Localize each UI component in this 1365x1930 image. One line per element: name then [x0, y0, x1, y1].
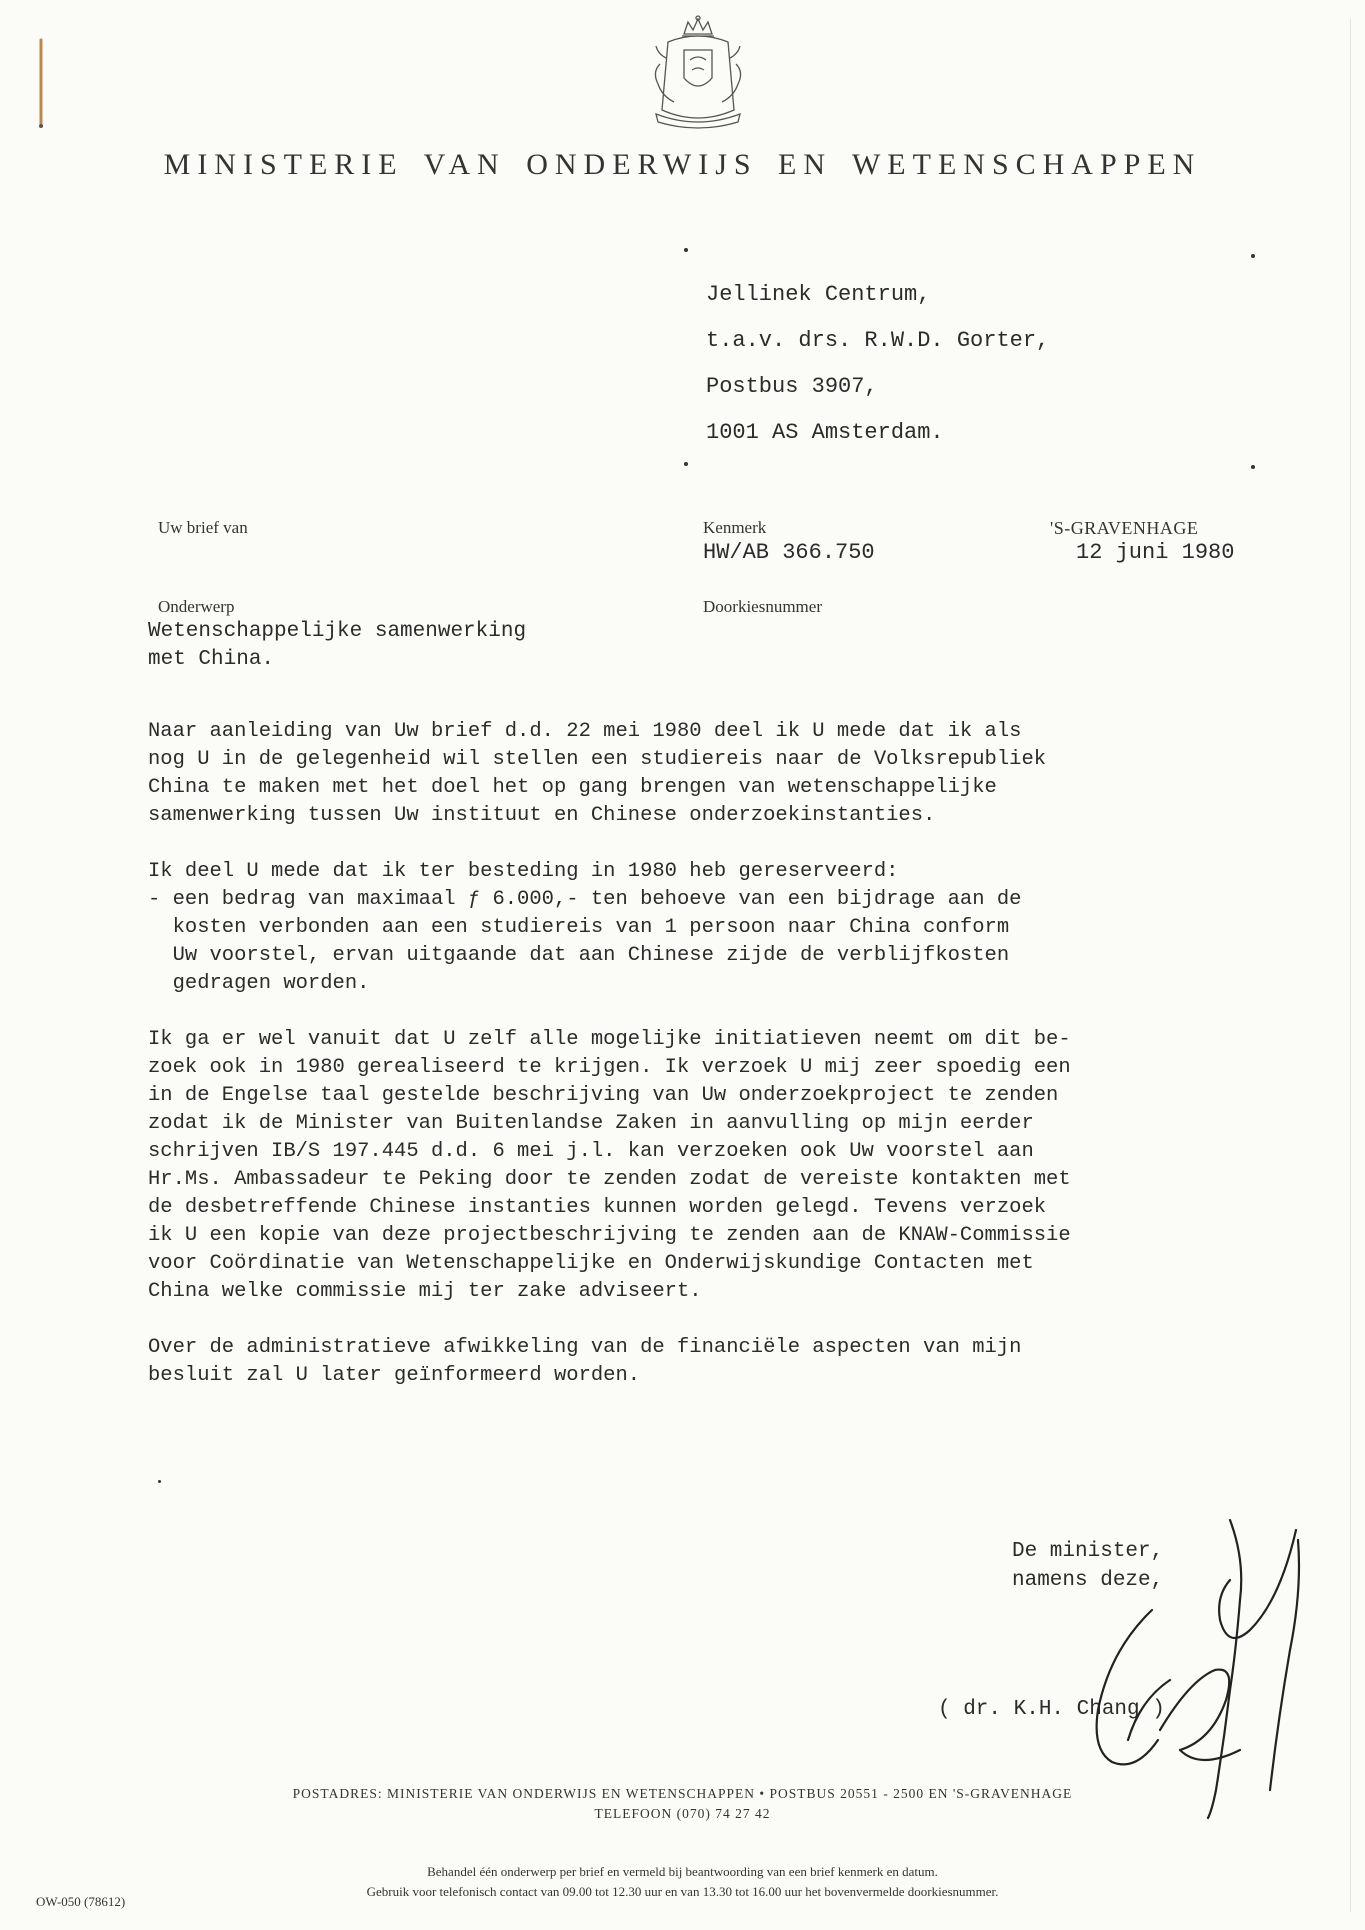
- royal-crest-icon: [638, 14, 758, 132]
- address-line: t.a.v. drs. R.W.D. Gorter,: [706, 328, 1050, 353]
- page-edge: [1350, 18, 1351, 1912]
- body-line: gedragen worden.: [148, 972, 370, 995]
- address-line: Postbus 3907,: [706, 374, 878, 399]
- uw-brief-label: Uw brief van: [158, 518, 248, 537]
- recipient-address: [706, 272, 1049, 456]
- footer-postal-address: POSTADRES: MINISTERIE VAN ONDERWIJS EN WETENSCHAPPEN • POSTBUS 20551 - 2500 EN 'S-GRAVENHAGE: [292, 1786, 1073, 1801]
- body-line: nog U in de gelegenheid wil stellen een studiereis naar de Volksrepubliek: [148, 748, 1047, 771]
- body-line: samenwerking tussen Uw instituut en Chinese onderzoekinstanties.: [148, 804, 936, 827]
- window-mark: [684, 462, 688, 466]
- handwritten-signature: [1040, 1500, 1340, 1820]
- paragraph: [148, 1026, 1071, 1306]
- ministry-title: MINISTERIE VAN ONDERWIJS EN WETENSCHAPPEN: [163, 148, 1202, 181]
- body-line: - een bedrag van maximaal ƒ 6.000,- ten behoeve van een bijdrage aan de: [148, 888, 1022, 911]
- closing-line: De minister,: [1012, 1540, 1164, 1563]
- kenmerk-value: HW/AB 366.750: [703, 540, 875, 565]
- body-line: Hr.Ms. Ambassadeur te Peking door te zenden zodat de vereiste kontakten met: [148, 1168, 1071, 1191]
- body-line: besluit zal U later geïnformeerd worden.: [148, 1364, 641, 1387]
- footer-note: Behandel één onderwerp per brief en vermeld bij beantwoording van een brief kenmerk en datum.: [427, 1864, 938, 1879]
- body-line: China te maken met het doel het op gang brengen van wetenschappelijke: [148, 776, 997, 799]
- address-line: Jellinek Centrum,: [706, 282, 931, 307]
- paragraph: [148, 718, 1071, 830]
- body-line: Uw voorstel, ervan uitgaande dat aan Chinese zijde de verblijfkosten: [148, 944, 1010, 967]
- doorkies-label: Doorkiesnummer: [703, 597, 822, 616]
- footer-telephone: TELEFOON (070) 74 27 42: [594, 1806, 771, 1821]
- letter-body: [148, 718, 1071, 1418]
- window-mark: [1251, 254, 1255, 258]
- kenmerk-label: Kenmerk: [703, 518, 767, 537]
- body-line: China welke commissie mij ter zake adviseert.: [148, 1280, 702, 1303]
- subject-line: met China.: [148, 648, 275, 671]
- footer-note: Gebruik voor telefonisch contact van 09.00 tot 12.30 uur en van 13.30 tot 16.00 uur het bovenvermelde doorkiesnummer.: [366, 1884, 999, 1899]
- paragraph: [148, 858, 1071, 998]
- body-line: Naar aanleiding van Uw brief d.d. 22 mei 1980 deel ik U mede dat ik als: [148, 720, 1022, 743]
- body-line: ik U een kopie van deze projectbeschrijving te zenden aan de KNAW-Commissie: [148, 1224, 1071, 1247]
- window-mark: [1251, 465, 1255, 469]
- form-code: OW-050 (78612): [36, 1894, 126, 1909]
- body-line: Ik deel U mede dat ik ter besteding in 1980 heb gereserveerd:: [148, 860, 899, 883]
- subject-line: Wetenschappelijke samenwerking: [148, 620, 527, 643]
- address-line: 1001 AS Amsterdam.: [706, 420, 944, 445]
- paragraph: [148, 1334, 1071, 1390]
- body-line: de desbetreffende Chinese instanties kunnen worden gelegd. Tevens verzoek: [148, 1196, 1047, 1219]
- signer-name: ( dr. K.H. Chang ): [938, 1698, 1165, 1721]
- body-line: Over de administratieve afwikkeling van de financiële aspecten van mijn: [148, 1336, 1022, 1359]
- subject: [148, 618, 526, 674]
- body-line: schrijven IB/S 197.445 d.d. 6 mei j.l. kan verzoeken ook Uw voorstel aan: [148, 1140, 1034, 1163]
- window-mark: [684, 248, 688, 252]
- body-line: kosten verbonden aan een studiereis van 1 persoon naar China conform: [148, 916, 1010, 939]
- stray-dot: [158, 1480, 161, 1483]
- onderwerp-label: Onderwerp: [158, 597, 235, 616]
- body-line: voor Coördinatie van Wetenschappelijke en Onderwijskundige Contacten met: [148, 1252, 1034, 1275]
- letter-date: 12 juni 1980: [1076, 540, 1235, 565]
- city-label: 'S-GRAVENHAGE: [1050, 518, 1199, 538]
- body-line: Ik ga er wel vanuit dat U zelf alle mogelijke initiatieven neemt om dit be-: [148, 1028, 1071, 1051]
- binder-mark: [38, 38, 44, 128]
- body-line: zodat ik de Minister van Buitenlandse Zaken in aanvulling op mijn eerder: [148, 1112, 1034, 1135]
- body-line: in de Engelse taal gestelde beschrijving van Uw onderzoekproject te zenden: [148, 1084, 1059, 1107]
- closing-line: namens deze,: [1012, 1569, 1164, 1592]
- body-line: zoek ook in 1980 gerealiseerd te krijgen. Ik verzoek U mij zeer spoedig een: [148, 1056, 1071, 1079]
